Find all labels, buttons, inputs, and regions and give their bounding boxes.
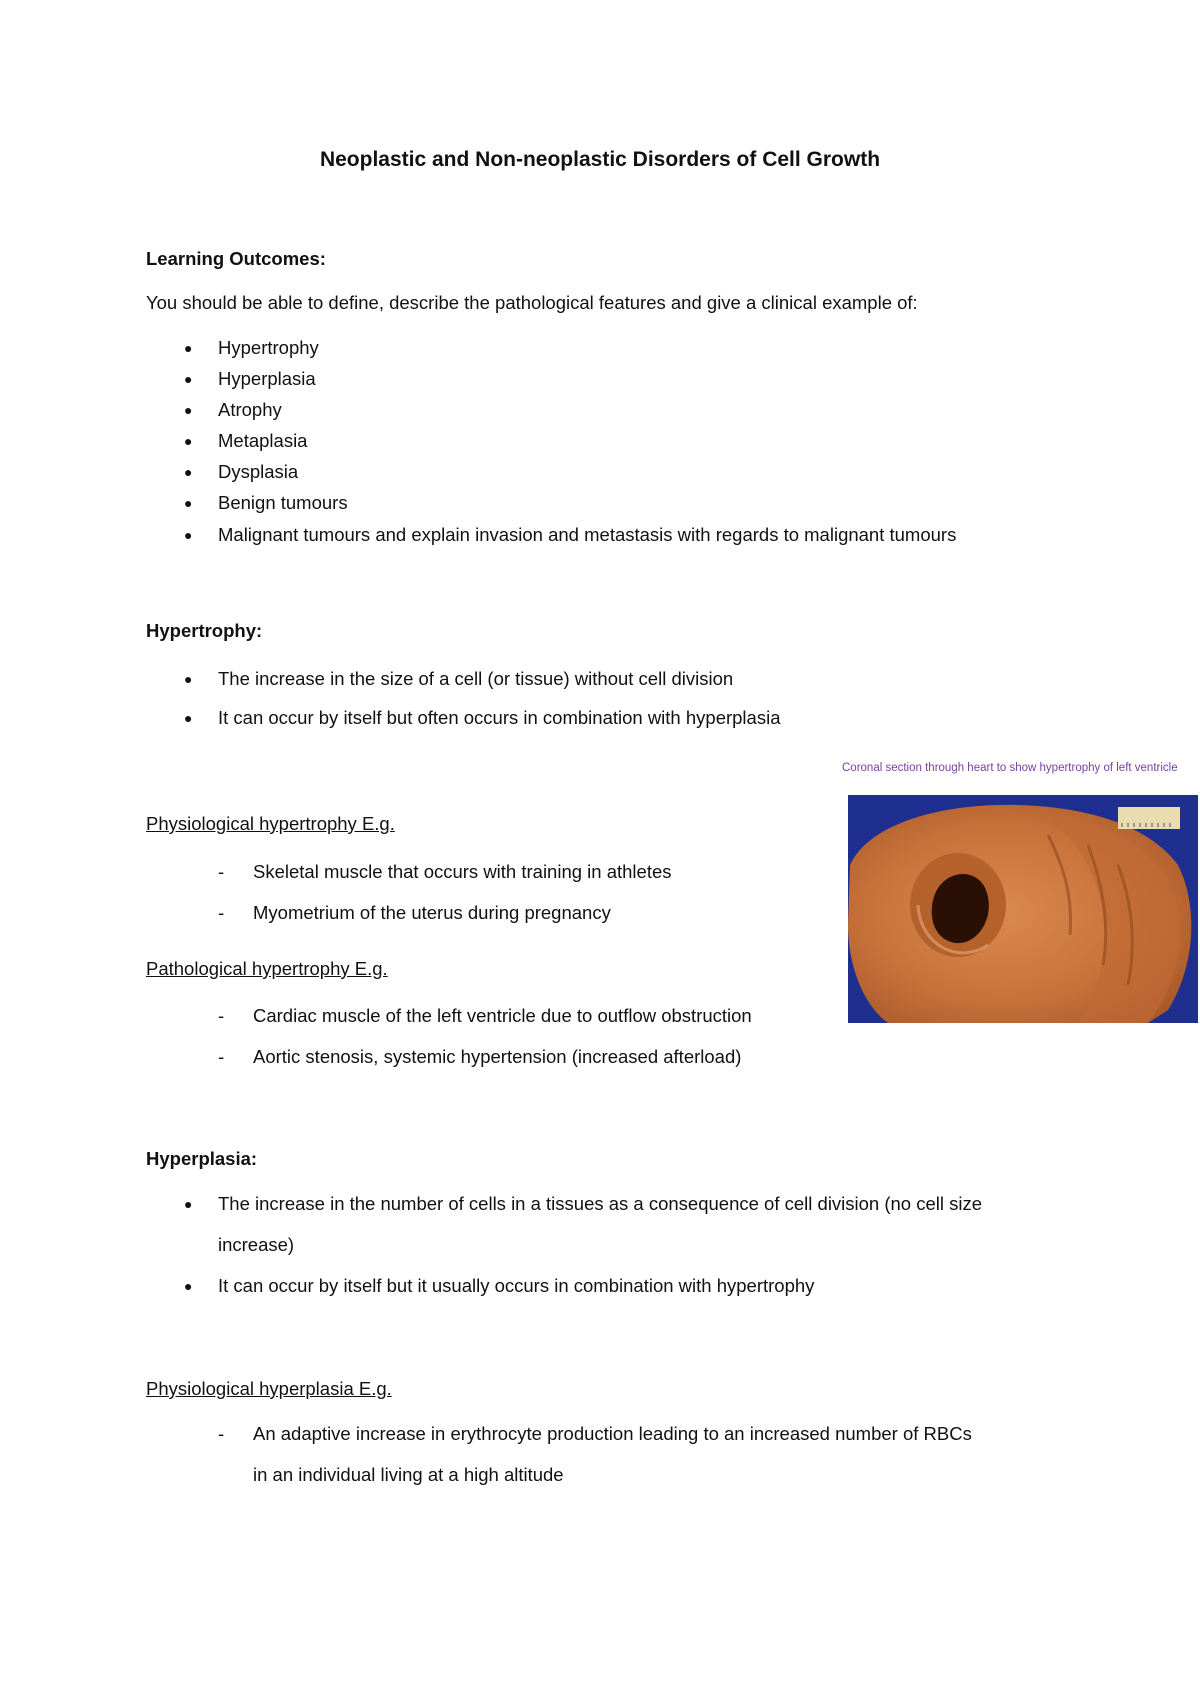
list-item-line2: in an individual living at a high altitude — [253, 1464, 564, 1485]
list-item: Aortic stenosis, systemic hypertension (increased afterload) — [253, 1046, 742, 1067]
heart-section-illustration — [848, 795, 1198, 1023]
bullet-icon: ● — [184, 671, 193, 687]
figure-caption: Coronal section through heart to show hypertrophy of left ventricle — [842, 762, 1178, 774]
hyperplasia-definition-line2: increase) — [218, 1234, 295, 1255]
hyperplasia-combination-note: It can occur by itself but it usually occurs in combination with hypertrophy — [218, 1275, 815, 1296]
list-item: Atrophy — [218, 399, 282, 420]
list-item: Benign tumours — [218, 492, 348, 513]
dash-icon: - — [218, 902, 225, 923]
dash-icon: - — [218, 1046, 225, 1067]
bullet-icon: ● — [184, 340, 193, 356]
list-item: Myometrium of the uterus during pregnancy — [253, 902, 611, 923]
list-item: Malignant tumours and explain invasion and metastasis with regards to malignant tumours — [218, 524, 957, 545]
learning-outcomes-intro: You should be able to define, describe the pathological features and give a clinical example of: — [146, 292, 918, 313]
bullet-icon: ● — [184, 433, 193, 449]
dash-icon: - — [218, 1005, 225, 1026]
dash-icon: - — [218, 861, 225, 882]
learning-outcomes-heading: Learning Outcomes: — [146, 248, 326, 269]
document-title: Neoplastic and Non-neoplastic Disorders of Cell Growth — [319, 148, 881, 171]
list-item: Cardiac muscle of the left ventricle due to outflow obstruction — [253, 1005, 752, 1026]
list-item: Skeletal muscle that occurs with training in athletes — [253, 861, 672, 882]
bullet-icon: ● — [184, 1278, 193, 1294]
heart-section-photo — [848, 795, 1198, 1023]
list-item: Hyperplasia — [218, 368, 316, 389]
bullet-icon: ● — [184, 495, 193, 511]
hypertrophy-combination-note: It can occur by itself but often occurs in combination with hyperplasia — [218, 707, 781, 728]
dash-icon: - — [218, 1423, 225, 1444]
bullet-icon: ● — [184, 402, 193, 418]
bullet-icon: ● — [184, 464, 193, 480]
list-item: Metaplasia — [218, 430, 308, 451]
bullet-icon: ● — [184, 371, 193, 387]
bullet-icon: ● — [184, 710, 193, 726]
list-item: Hypertrophy — [218, 337, 319, 358]
list-item: Dysplasia — [218, 461, 299, 482]
hyperplasia-definition-line1: The increase in the number of cells in a tissues as a consequence of cell division (no cell size — [218, 1193, 983, 1214]
hypertrophy-definition: The increase in the size of a cell (or tissue) without cell division — [218, 668, 734, 689]
bullet-icon: ● — [184, 527, 193, 543]
hypertrophy-heading: Hypertrophy: — [146, 620, 263, 641]
bullet-icon: ● — [184, 1196, 193, 1212]
physiological-hypertrophy-heading: Physiological hypertrophy E.g. — [146, 813, 395, 834]
physiological-hyperplasia-heading: Physiological hyperplasia E.g. — [146, 1378, 392, 1399]
hyperplasia-heading: Hyperplasia: — [146, 1148, 258, 1169]
list-item-line1: An adaptive increase in erythrocyte production leading to an increased number of RBCs — [253, 1423, 972, 1444]
pathological-hypertrophy-heading: Pathological hypertrophy E.g. — [146, 958, 388, 979]
